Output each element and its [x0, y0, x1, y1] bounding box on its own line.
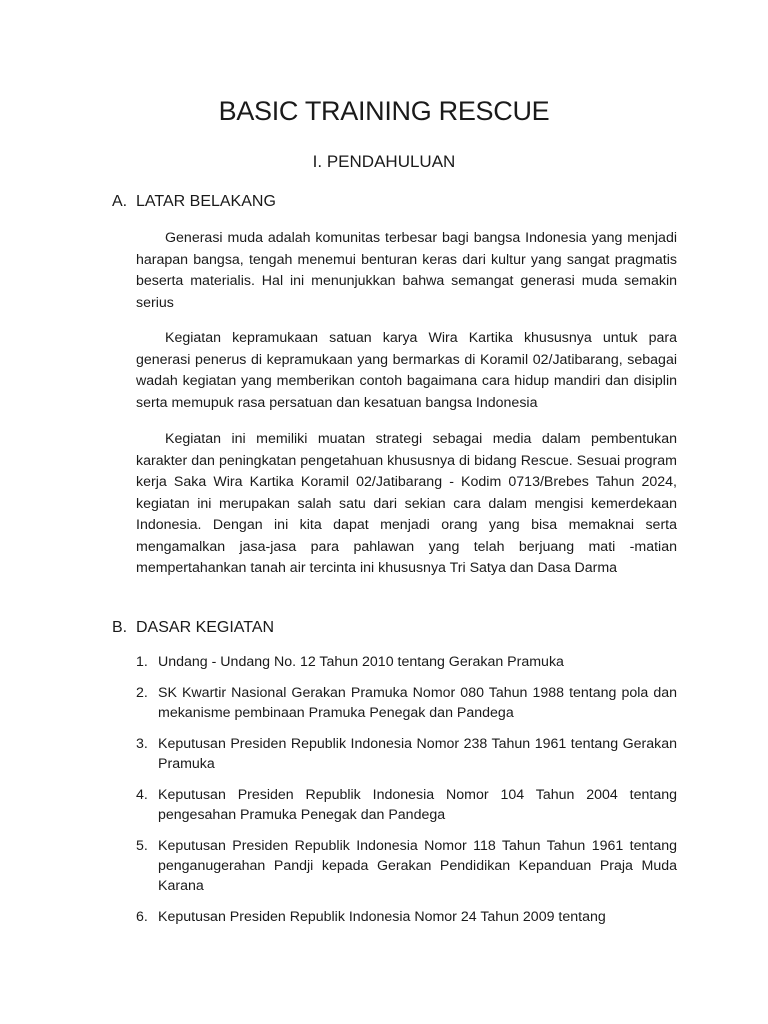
list-item-text: Keputusan Presiden Republik Indonesia Nomor 118 Tahun Tahun 1961 tentang penganugerahan Pandji kepada Gerakan Pendidikan Kepanduan Praja Muda Karana — [158, 838, 677, 894]
section-title: LATAR BELAKANG — [136, 193, 276, 210]
section-heading-dasar-kegiatan — [112, 619, 274, 637]
list-item-text: Keputusan Presiden Republik Indonesia Nomor 104 Tahun 2004 tentang pengesahan Pramuka Penegak dan Pandega — [158, 787, 677, 823]
list-item — [136, 652, 677, 672]
list-item-number: 4. — [136, 787, 148, 803]
chapter-heading: I. PENDAHULUAN — [312, 152, 456, 171]
list-item — [136, 785, 677, 825]
section-heading-latar-belakang — [112, 193, 276, 211]
dasar-kegiatan-list — [136, 652, 677, 938]
list-item-text: SK Kwartir Nasional Gerakan Pramuka Nomor 080 Tahun 1988 tentang pola dan mekanisme pembinaan Pramuka Penegak dan Pandega — [158, 685, 677, 721]
list-item — [136, 683, 677, 723]
list-item-number: 2. — [136, 685, 148, 701]
list-item-text: Keputusan Presiden Republik Indonesia Nomor 24 Tahun 2009 tentang — [158, 909, 606, 925]
section-number: B. — [112, 619, 128, 636]
section-number: A. — [112, 193, 128, 210]
list-item — [136, 836, 677, 896]
list-item — [136, 734, 677, 774]
list-item-number: 1. — [136, 654, 148, 670]
section-title: DASAR KEGIATAN — [136, 619, 275, 636]
list-item-text: Keputusan Presiden Republik Indonesia Nomor 238 Tahun 1961 tentang Gerakan Pramuka — [158, 736, 677, 772]
list-item-number: 6. — [136, 909, 148, 925]
list-item-text: Undang - Undang No. 12 Tahun 2010 tentang Gerakan Pramuka — [158, 654, 564, 670]
document-title: BASIC TRAINING RESCUE — [218, 96, 550, 126]
paragraph-2: Kegiatan kepramukaan satuan karya Wira Kartika khususnya untuk para generasi penerus di kepramukaan yang bermarkas di Koramil 02/Jatibarang, sebagai wadah kegiatan yang memberikan contoh bagaimana cara hidup mandiri dan disiplin serta memupuk rasa persatuan dan kesatuan bangsa Indonesia — [136, 330, 677, 411]
list-item — [136, 907, 677, 927]
paragraph-1: Generasi muda adalah komunitas terbesar bagi bangsa Indonesia yang menjadi harapan bangsa, tengah menemui benturan keras dari kultur yang sangat pragmatis beserta materialis. Hal ini menunjukkan bahwa semangat generasi muda semakin serius — [136, 230, 677, 311]
list-item-number: 5. — [136, 838, 148, 854]
paragraph-3: Kegiatan ini memiliki muatan strategi sebagai media dalam pembentukan karakter dan peningkatan pengetahuan khususnya di bidang Rescue. Sesuai program kerja Saka Wira Kartika Koramil 02/Jatibarang - Kodim 0713/Brebes Tahun 2024, kegiatan ini merupakan salah satu dari sekian cara dalam mengisi kemerdekaan Indonesia. Dengan ini kita dapat menjadi orang yang bisa memaknai serta mengamalkan jasa-jasa para pahlawan yang telah berjuang mati -matian mempertahankan tanah air tercinta ini khususnya Tri Satya dan Dasa Darma — [136, 431, 677, 576]
list-item-number: 3. — [136, 736, 148, 752]
